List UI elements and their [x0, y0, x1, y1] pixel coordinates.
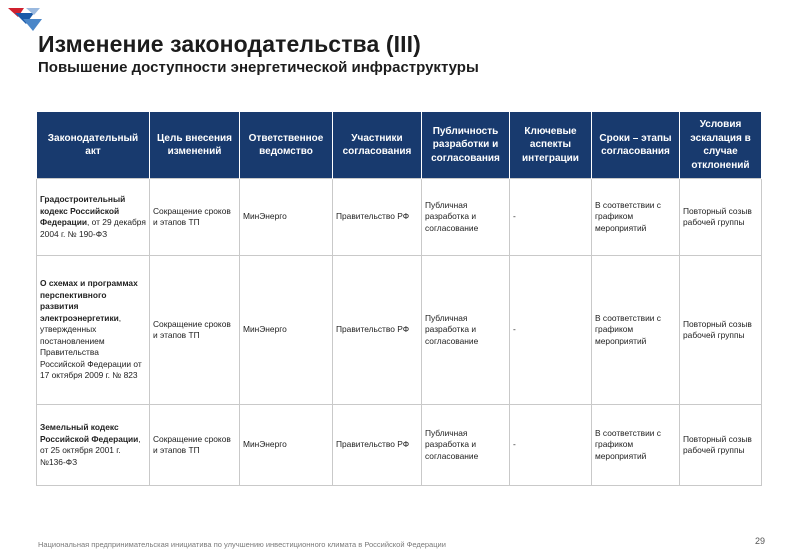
act-detail: , от 25 октября 2001 г. №136-ФЗ: [40, 433, 141, 467]
participants-cell: Правительство РФ: [333, 256, 422, 405]
agency-cell: МинЭнерго: [240, 405, 333, 486]
table-header-row: [37, 112, 762, 179]
act-title: Градостроительный кодекс Российской Федерации: [40, 194, 126, 227]
footer-text: Национальная предпринимательская инициатива по улучшению инвестиционного климата в Российской Федерации: [38, 540, 446, 549]
table-row: [37, 256, 762, 405]
column-header: Условия эскалация в случае отклонений: [680, 112, 762, 179]
escalation-cell: Повторный созыв рабочей группы: [680, 179, 762, 256]
column-header: Публичность разработки и согласования: [422, 112, 510, 179]
deadlines-cell: В соответствии с графиком мероприятий: [592, 405, 680, 486]
participants-cell: Правительство РФ: [333, 405, 422, 486]
act-title: Земельный кодекс Российской Федерации: [40, 422, 139, 444]
deadlines-cell: В соответствии с графиком мероприятий: [592, 179, 680, 256]
act-title: О схемах и программах перспективного развития электроэнергетики: [40, 278, 138, 323]
participants-cell: Правительство РФ: [333, 179, 422, 256]
act-detail: , от 29 декабря 2004 г. № 190-ФЗ: [40, 217, 146, 239]
deadlines-cell: В соответствии с графиком мероприятий: [592, 256, 680, 405]
act-cell: [37, 256, 150, 405]
column-header: Ответственное ведомство: [240, 112, 333, 179]
logo-icon: [6, 6, 44, 34]
column-header: Сроки – этапы согласования: [592, 112, 680, 179]
publicity-cell: Публичная разработка и согласование: [422, 256, 510, 405]
publicity-cell: Публичная разработка и согласование: [422, 405, 510, 486]
goal-cell: Сокращение сроков и этапов ТП: [150, 405, 240, 486]
column-header: Цель внесения изменений: [150, 112, 240, 179]
escalation-cell: Повторный созыв рабочей группы: [680, 256, 762, 405]
page-subtitle: Повышение доступности энергетической инфраструктуры: [38, 59, 479, 76]
act-cell: [37, 405, 150, 486]
act-cell: [37, 179, 150, 256]
table-row: [37, 179, 762, 256]
column-header: Законодательный акт: [37, 112, 150, 179]
agency-cell: МинЭнерго: [240, 179, 333, 256]
integration-cell: -: [510, 179, 592, 256]
integration-cell: -: [510, 256, 592, 405]
page-number: 29: [754, 536, 765, 546]
act-detail: , утвержденных постановлением Правительства Российской Федерации от 17 октября 2009 г. № 823: [40, 312, 142, 381]
goal-cell: Сокращение сроков и этапов ТП: [150, 179, 240, 256]
agency-cell: МинЭнерго: [240, 256, 333, 405]
goal-cell: Сокращение сроков и этапов ТП: [150, 256, 240, 405]
table-row: [37, 405, 762, 486]
publicity-cell: Публичная разработка и согласование: [422, 179, 510, 256]
page-title: Изменение законодательства (III): [38, 31, 421, 57]
integration-cell: -: [510, 405, 592, 486]
column-header: Ключевые аспекты интеграции: [510, 112, 592, 179]
escalation-cell: Повторный созыв рабочей группы: [680, 405, 762, 486]
legislation-table: [36, 112, 762, 486]
column-header: Участники согласования: [333, 112, 422, 179]
